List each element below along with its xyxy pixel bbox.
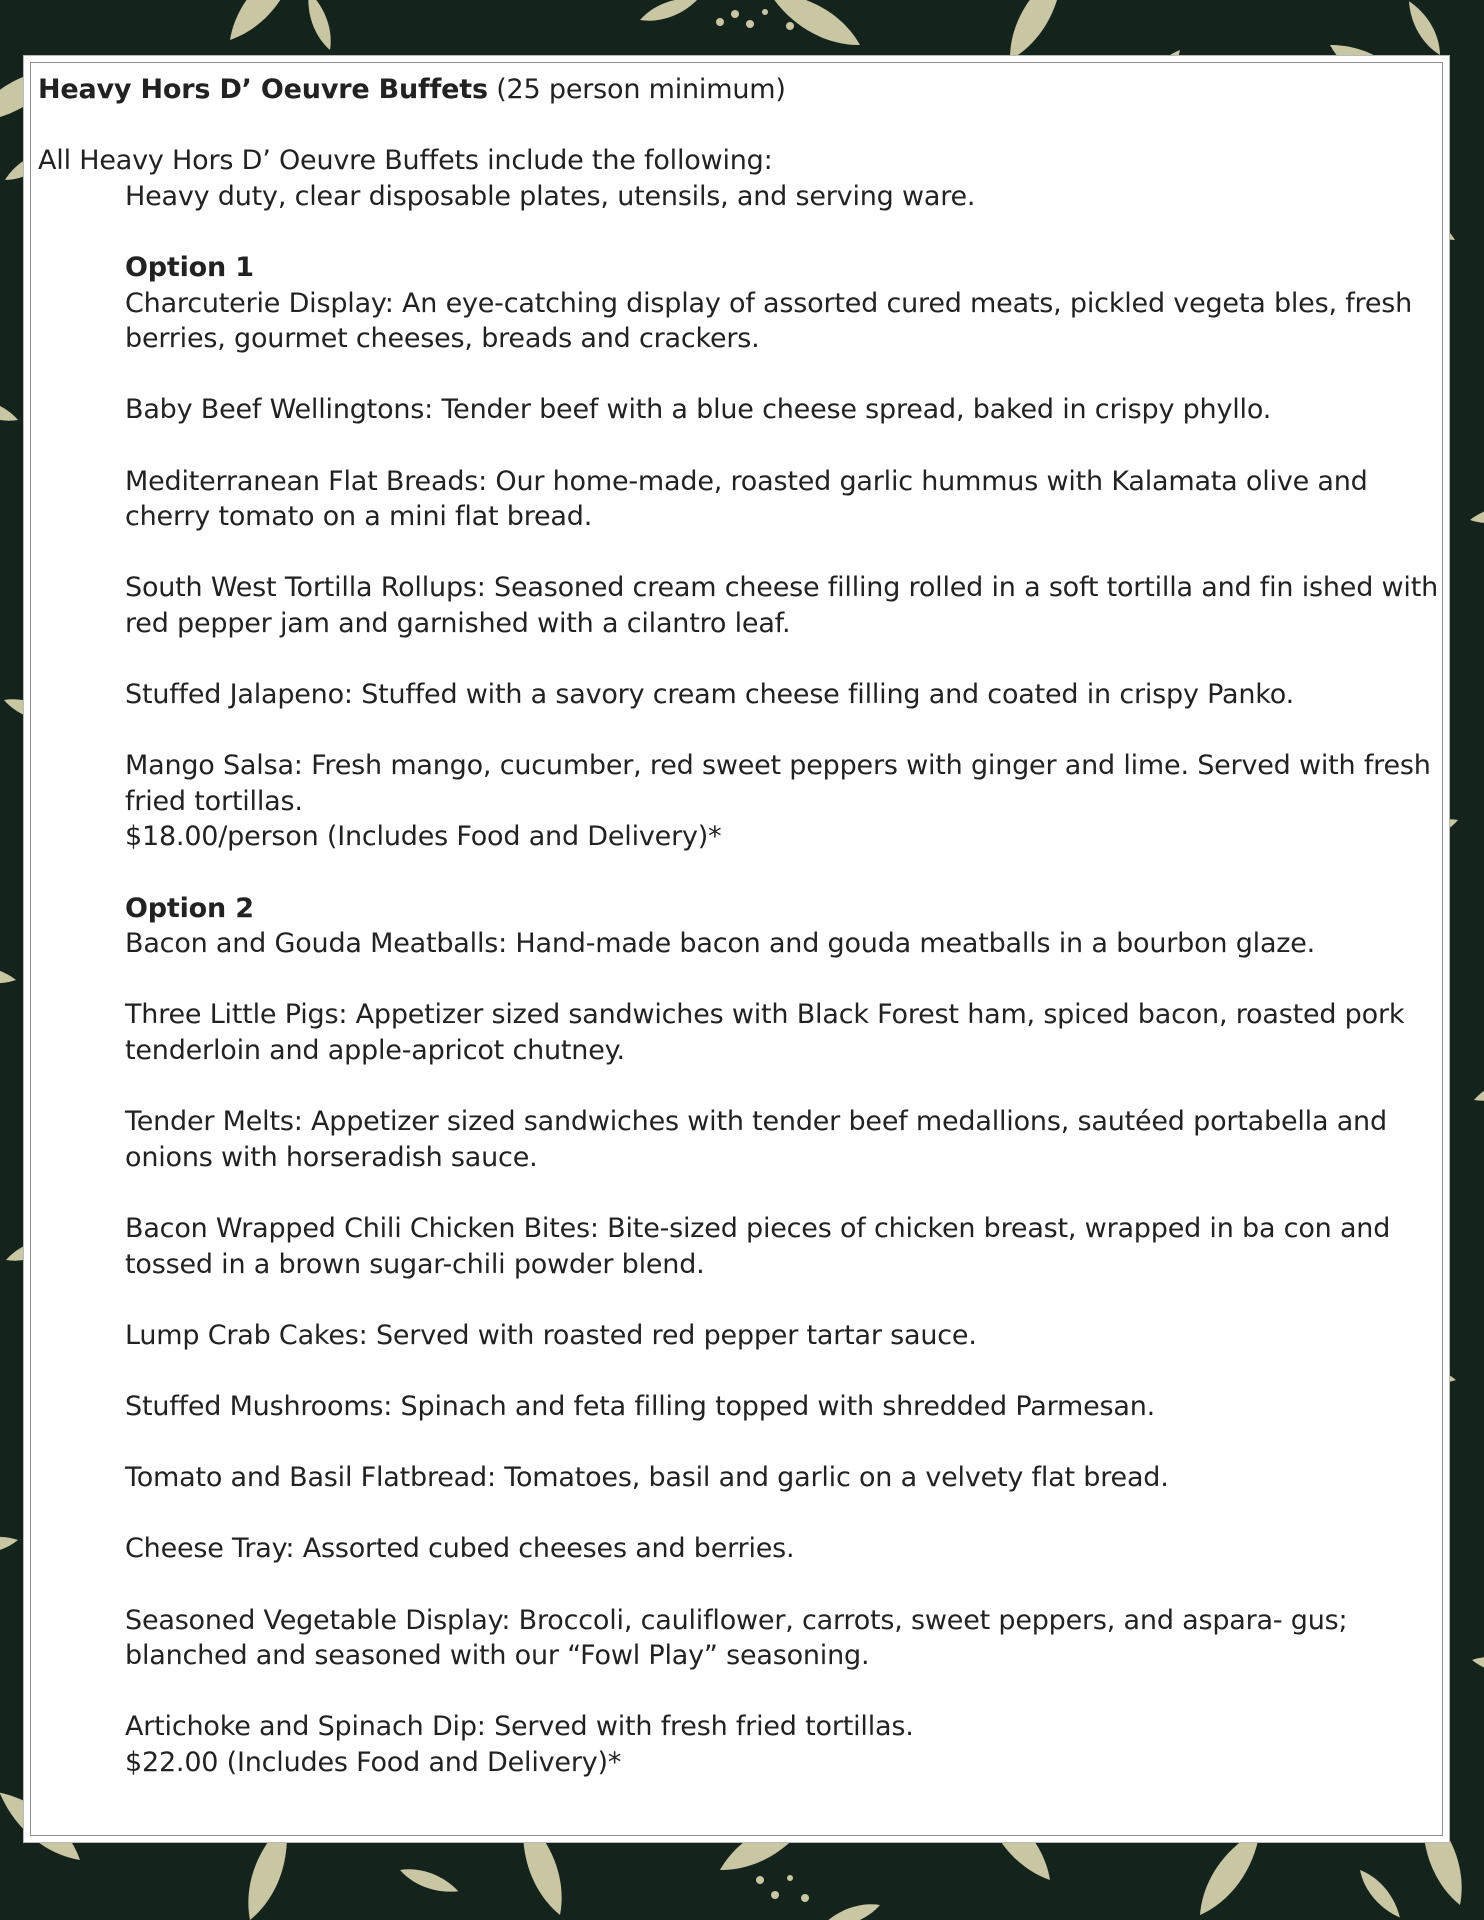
option1-item: Baby Beef Wellingtons: Tender beef with a blue cheese spread, baked in crispy phyllo. [125,394,1272,426]
option2-item: Tomato and Basil Flatbread: Tomatoes, basil and garlic on a velvety flat bread. [125,1462,1169,1494]
includes-detail: Heavy duty, clear disposable plates, utensils, and serving ware. [125,180,976,212]
option1-item: Mediterranean Flat Breads: Our home-made, roasted garlic hummus with Kalamata olive and cherry tomato on a mini flat bread. [125,465,1368,533]
menu-content [38,72,1438,1781]
option2-item: Seasoned Vegetable Display: Broccoli, cauliflower, carrots, sweet peppers, and aspara- gus; blanched and seasoned with our “Fowl Play” seasoning. [125,1604,1348,1672]
option2-price: $22.00 (Includes Food and Delivery)* [125,1746,622,1778]
option2-item: Bacon and Gouda Meatballs: Hand-made bacon and gouda meatballs in a bourbon glaze. [125,928,1316,960]
heading-title: Heavy Hors D’ Oeuvre Buffets [38,74,488,105]
option1-item: South West Tortilla Rollups: Seasoned cream cheese filling rolled in a soft tortilla and fin ished with red pepper jam and garnished with a cilantro leaf. [125,572,1438,639]
heading-note: (25 person minimum) [487,74,786,105]
option2-item: Three Little Pigs: Appetizer sized sandwiches with Black Forest ham, spiced bacon, roasted pork tenderloin and apple-apricot chutney. [125,999,1405,1067]
option1-item: Charcuterie Display: An eye-catching display of assorted cured meats, pickled vegeta bles, fresh berries, gourmet cheeses, breads and crackers. [125,287,1413,355]
option2-item: Bacon Wrapped Chili Chicken Bites: Bite-sized pieces of chicken breast, wrapped in ba con and tossed in a brown sugar-chili powder blend. [125,1213,1391,1280]
option2-item: Artichoke and Spinach Dip: Served with fresh fried tortillas. [125,1711,914,1743]
option1-title: Option 1 [125,251,254,283]
option1-price: $18.00/person (Includes Food and Delivery)* [125,821,722,853]
option2-item: Stuffed Mushrooms: Spinach and feta filling topped with shredded Parmesan. [125,1390,1156,1422]
page-heading [38,72,1438,108]
option1-item: Mango Salsa: Fresh mango, cucumber, red sweet peppers with ginger and lime. Served with fresh fried tortillas. [125,750,1431,817]
option2-item: Tender Melts: Appetizer sized sandwiches with tender beef medallions, sautéed portabella and onions with horseradish sauce. [125,1106,1387,1173]
option2-item: Lump Crab Cakes: Served with roasted red pepper tartar sauce. [125,1319,977,1351]
option1-item: Stuffed Jalapeno: Stuffed with a savory cream cheese filling and coated in crispy Panko. [125,679,1294,711]
option2-title: Option 2 [125,892,254,924]
includes-intro: All Heavy Hors D’ Oeuvre Buffets include the following: [38,145,773,177]
option2-item: Cheese Tray: Assorted cubed cheeses and berries. [125,1533,795,1565]
